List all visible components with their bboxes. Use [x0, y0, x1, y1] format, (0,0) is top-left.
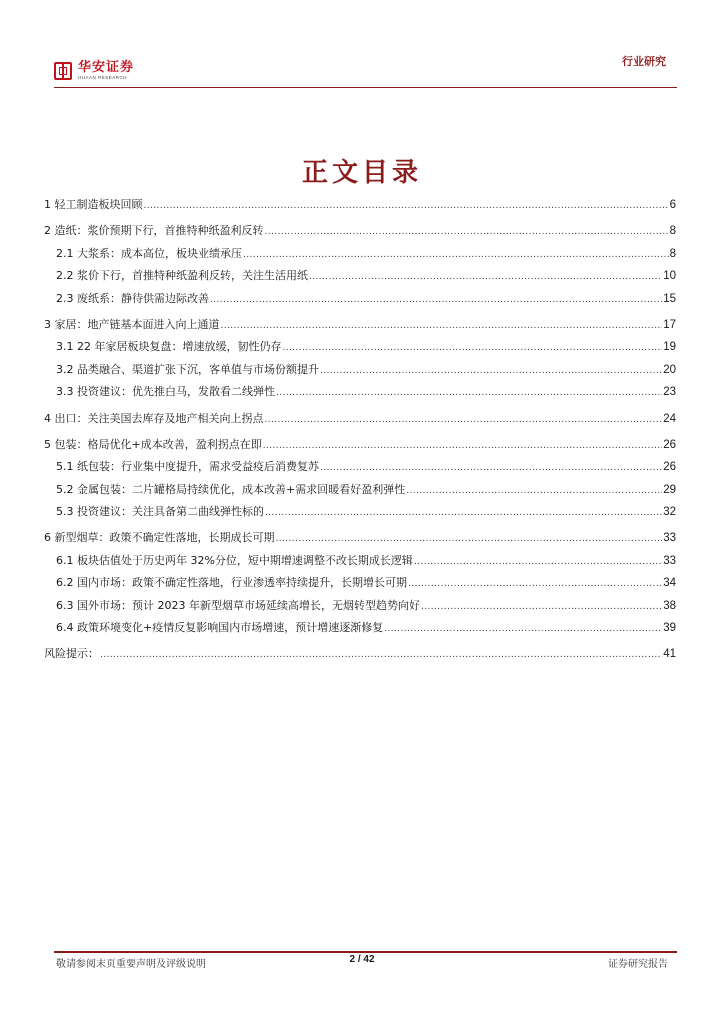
toc-entry-label: 1 轻工制造板块回顾 — [44, 198, 143, 211]
toc-entry-page: 41 — [663, 648, 676, 661]
table-of-contents — [44, 194, 676, 666]
toc-leader-dots — [414, 551, 662, 572]
toc-entry-page: 24 — [663, 412, 676, 425]
toc-entry-page: 23 — [663, 386, 676, 399]
toc-entry-label: 2.3 废纸系：静待供需边际改善 — [56, 291, 209, 305]
toc-entry[interactable] — [44, 408, 676, 430]
toc-entry-page: 32 — [663, 506, 676, 519]
toc-entry-page: 26 — [663, 461, 676, 474]
toc-entry-page: 26 — [663, 438, 676, 451]
toc-entry[interactable] — [44, 617, 676, 639]
toc-entry-page: 33 — [663, 532, 676, 545]
toc-entry-label: 6 新型烟草：政策不确定性落地，长期成长可期 — [44, 531, 275, 545]
toc-leader-dots — [263, 435, 662, 456]
page-indicator: 2 / 42 — [349, 954, 375, 965]
toc-entry[interactable] — [44, 359, 676, 381]
toc-entry-page: 20 — [663, 363, 676, 376]
footer-divider — [54, 951, 677, 953]
toc-leader-dots — [100, 644, 662, 665]
toc-leader-dots — [210, 289, 662, 310]
toc-entry-label: 2.2 浆价下行，首推特种纸盈利反转，关注生活用纸 — [56, 269, 308, 283]
toc-entry-label: 5.1 纸包装：行业集中度提升，需求受益疫后消费复苏 — [56, 460, 319, 474]
toc-entry-label: 6.4 政策环境变化+疫情反复影响国内市场增速，预计增速逐渐修复 — [56, 621, 384, 635]
toc-leader-dots — [144, 195, 669, 216]
toc-leader-dots — [320, 360, 662, 381]
toc-entry-label: 2 造纸：浆价预期下行，首推特种纸盈利反转 — [44, 224, 264, 238]
toc-entry-label: 6.1 板块估值处于历史两年 32%分位，短中期增速调整不改长期成长逻辑 — [56, 553, 413, 567]
toc-leader-dots — [408, 573, 662, 594]
toc-entry[interactable] — [44, 243, 676, 265]
toc-leader-dots — [406, 480, 662, 501]
toc-entry-label: 3.1 22 年家居板块复盘：增速放缓，韧性仍存 — [56, 340, 282, 354]
toc-leader-dots — [243, 244, 669, 265]
toc-entry-page: 6 — [669, 199, 676, 211]
toc-entry-label: 6.2 国内市场：政策不确定性落地，行业渗透率持续提升，长期增长可期 — [56, 576, 407, 590]
toc-entry-label: 5.3 投资建议：关注具备第二曲线弹性标的 — [56, 505, 264, 519]
toc-entry[interactable] — [44, 550, 676, 572]
toc-entry-label: 5.2 金属包装：二片罐格局持续优化，成本改善+需求回暖看好盈利弹性 — [56, 482, 406, 496]
toc-leader-dots — [265, 409, 663, 430]
toc-entry-page: 29 — [663, 483, 676, 496]
toc-leader-dots — [320, 457, 662, 478]
toc-entry[interactable] — [44, 643, 676, 665]
logo-chinese-name: 华安证券 — [78, 60, 135, 76]
toc-entry[interactable] — [44, 265, 676, 287]
toc-entry[interactable] — [44, 527, 676, 549]
toc-entry[interactable] — [44, 336, 676, 358]
footer-disclaimer: 敬请参阅末页重要声明及评级说明 — [56, 959, 206, 970]
toc-leader-dots — [384, 618, 662, 639]
toc-entry[interactable] — [44, 595, 676, 617]
toc-entry-label: 6.3 国外市场：预计 2023 年新型烟草市场延续高增长，无烟转型趋势向好 — [56, 598, 420, 612]
toc-entry[interactable] — [44, 314, 676, 336]
toc-entry[interactable] — [44, 288, 676, 310]
toc-entry-page: 17 — [663, 318, 676, 331]
toc-entry-page: 33 — [663, 554, 676, 567]
toc-entry-label: 3.3 投资建议：优先推白马，发散看二线弹性 — [56, 385, 275, 399]
toc-leader-dots — [221, 315, 663, 336]
toc-leader-dots — [276, 382, 662, 403]
toc-entry-label: 4 出口：关注美国去库存及地产相关向上拐点 — [44, 411, 264, 425]
toc-leader-dots — [276, 528, 663, 549]
toc-entry[interactable] — [44, 479, 676, 501]
toc-entry-label: 2.1 大浆系：成本高位，板块业绩承压 — [56, 246, 242, 260]
toc-entry-page: 15 — [663, 292, 676, 305]
toc-leader-dots — [265, 502, 662, 523]
toc-entry[interactable] — [44, 434, 676, 456]
logo-english-name: HUAAN RESEARCH — [78, 75, 128, 81]
toc-entry-label: 3 家居：地产链基本面进入向上通道 — [44, 317, 220, 331]
footer-report-type: 证券研究报告 — [608, 959, 668, 970]
header-divider — [54, 87, 677, 88]
company-logo — [54, 60, 134, 82]
toc-entry-page: 39 — [663, 622, 676, 635]
toc-entry-page: 38 — [663, 599, 676, 612]
toc-entry-page: 34 — [663, 577, 676, 590]
report-category: 行业研究 — [622, 55, 666, 68]
toc-entry-label: 5 包装：格局优化+成本改善，盈利拐点在即 — [44, 437, 262, 451]
page-title: 正文目录 — [301, 158, 422, 188]
toc-entry-page: 19 — [663, 341, 676, 354]
toc-entry-page: 8 — [669, 247, 676, 260]
toc-entry-page: 10 — [663, 270, 676, 283]
toc-leader-dots — [282, 337, 662, 358]
toc-entry[interactable] — [44, 381, 676, 403]
toc-entry-label: 3.2 品类融合、渠道扩张下沉，客单值与市场份额提升 — [56, 362, 319, 376]
toc-entry[interactable] — [44, 572, 676, 594]
toc-entry-page: 8 — [669, 225, 676, 238]
toc-leader-dots — [421, 596, 662, 617]
toc-entry-label: 风险提示： — [44, 647, 99, 661]
toc-entry[interactable] — [44, 194, 676, 216]
toc-leader-dots — [265, 221, 669, 242]
toc-entry[interactable] — [44, 456, 676, 478]
toc-leader-dots — [309, 266, 662, 287]
seal-icon — [54, 62, 72, 80]
toc-entry[interactable] — [44, 501, 676, 523]
toc-entry[interactable] — [44, 220, 676, 242]
